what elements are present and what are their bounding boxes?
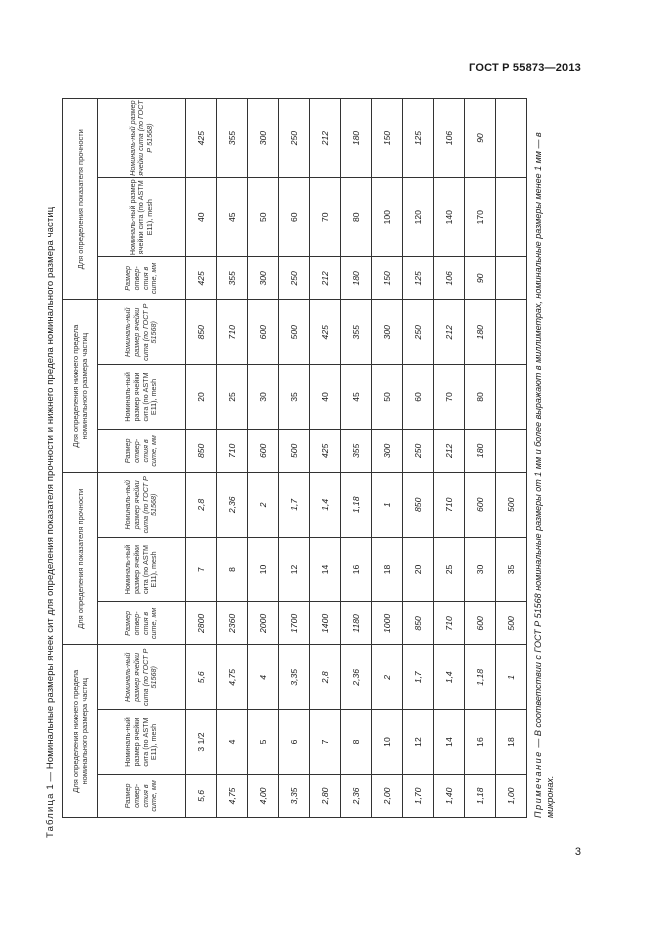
table-cell: 7 — [310, 710, 341, 775]
table-cell: 250 — [279, 99, 310, 178]
table-cell: 50 — [372, 365, 403, 430]
table-cell: 212 — [434, 300, 465, 365]
rotated-table-block — [43, 93, 585, 858]
table-cell: 20 — [403, 537, 434, 602]
table-cell: 425 — [310, 300, 341, 365]
table-cell: 70 — [434, 365, 465, 430]
col-header-astm-mesh: Номиналь-ный размер ячейки сита (по ASTM E11), mesh — [98, 537, 186, 602]
table-cell: 4 — [217, 710, 248, 775]
table-cell: 355 — [341, 429, 372, 472]
table-note-text: — В соответствии с ГОСТ Р 51568 номинальные размеры от 1 мм и более выражают в миллиметрах, номинальные размеры менее 1 мм — в микронах. — [533, 132, 555, 818]
table-cell: 30 — [465, 537, 496, 602]
table-cell: 300 — [248, 99, 279, 178]
table-cell: 1,4 — [310, 472, 341, 537]
table-cell: 355 — [341, 300, 372, 365]
table-cell: 12 — [279, 537, 310, 602]
table-cell: 250 — [403, 300, 434, 365]
table-cell: 6 — [279, 710, 310, 775]
table-cell: 850 — [186, 429, 217, 472]
table-cell: 150 — [372, 257, 403, 300]
table-cell: 35 — [496, 537, 527, 602]
group-header: Для определения показателя прочности — [63, 472, 98, 645]
table-cell: 60 — [279, 178, 310, 257]
col-header-opening-size: Размер отвер-стия в сите, мм — [98, 774, 186, 817]
table-note-prefix: Примечание — [533, 750, 543, 818]
table-cell: 3 1/2 — [186, 710, 217, 775]
table-caption — [45, 98, 56, 838]
col-header-opening-size: Размер отвер-стия в сите, мм — [98, 602, 186, 645]
table-cell: 1,40 — [434, 774, 465, 817]
table-cell: 4,75 — [217, 645, 248, 710]
table-cell: 106 — [434, 99, 465, 178]
table-cell: 2,00 — [372, 774, 403, 817]
table-cell: 80 — [341, 178, 372, 257]
table-cell: 425 — [186, 99, 217, 178]
standard-designation: ГОСТ Р 55873—2013 — [469, 62, 581, 74]
table-cell: 8 — [341, 710, 372, 775]
page-number: 3 — [574, 846, 581, 858]
table-cell: 425 — [310, 429, 341, 472]
table-cell: 45 — [341, 365, 372, 430]
table-cell: 100 — [372, 178, 403, 257]
col-header-astm-mesh: Номиналь-ный размер ячейки сита (по ASTM E11), mesh — [98, 178, 186, 257]
table-cell: 30 — [248, 365, 279, 430]
table-cell: 2,36 — [217, 472, 248, 537]
table-cell: 25 — [217, 365, 248, 430]
table-row — [310, 99, 341, 818]
table-cell: 2800 — [186, 602, 217, 645]
table-cell: 170 — [465, 178, 496, 257]
table-cell: 2000 — [248, 602, 279, 645]
table-group-header-row — [63, 99, 98, 818]
table-cell — [496, 257, 527, 300]
table-cell: 355 — [217, 99, 248, 178]
table-cell — [496, 178, 527, 257]
table-cell: 1,4 — [434, 645, 465, 710]
col-header-opening-size: Размер отвер-стия в сите, мм — [98, 429, 186, 472]
table-cell: 1,18 — [465, 774, 496, 817]
table-cell: 18 — [372, 537, 403, 602]
table-cell: 80 — [465, 365, 496, 430]
table-cell: 5,6 — [186, 774, 217, 817]
table-cell: 180 — [341, 99, 372, 178]
table-cell: 1000 — [372, 602, 403, 645]
table-cell: 500 — [496, 472, 527, 537]
col-header-gost-size: Номиналь-ный размер ячейки сита (по ГОСТ Р 51568) — [98, 645, 186, 710]
table-cell: 2,80 — [310, 774, 341, 817]
table-cell: 16 — [465, 710, 496, 775]
table-cell: 7 — [186, 537, 217, 602]
table-cell: 850 — [403, 472, 434, 537]
table-cell: 600 — [465, 602, 496, 645]
table-cell: 125 — [403, 99, 434, 178]
col-header-gost-size: Номиналь-ный размер ячейки сита (по ГОСТ Р 51568) — [98, 472, 186, 537]
col-header-opening-size: Размер отвер-стия в сите, мм — [98, 257, 186, 300]
table-cell — [496, 99, 527, 178]
table-row — [341, 99, 372, 818]
table-cell: 25 — [434, 537, 465, 602]
table-cell: 500 — [279, 429, 310, 472]
col-header-astm-mesh: Номиналь-ный размер ячейки сита (по ASTM E11), mesh — [98, 365, 186, 430]
table-cell: 2 — [372, 645, 403, 710]
table-cell: 50 — [248, 178, 279, 257]
table-cell: 4,00 — [248, 774, 279, 817]
table-cell: 150 — [372, 99, 403, 178]
table-cell: 600 — [465, 472, 496, 537]
table-cell: 10 — [248, 537, 279, 602]
table-cell: 355 — [217, 257, 248, 300]
table-cell: 2,8 — [310, 645, 341, 710]
col-header-gost-size: Номиналь-ный размер ячейки сита (по ГОСТ Р 51568) — [98, 300, 186, 365]
table-cell: 18 — [496, 710, 527, 775]
table-cell: 180 — [341, 257, 372, 300]
table-cell: 10 — [372, 710, 403, 775]
table-cell — [496, 300, 527, 365]
table-note — [532, 96, 556, 818]
table-caption-text: 1 — Номинальные размеры ячеек сит для определения показателя прочности и нижнего предела номинального размера частиц — [45, 206, 56, 793]
table-cell: 1,00 — [496, 774, 527, 817]
table-cell — [496, 429, 527, 472]
table-cell: 212 — [310, 99, 341, 178]
table-cell: 45 — [217, 178, 248, 257]
table-cell: 1180 — [341, 602, 372, 645]
table-cell: 40 — [310, 365, 341, 430]
table-cell: 180 — [465, 300, 496, 365]
table-cell: 1,7 — [403, 645, 434, 710]
table-column-header-row — [98, 99, 186, 818]
table-cell: 90 — [465, 257, 496, 300]
table-cell: 2,8 — [186, 472, 217, 537]
table-cell: 4,75 — [217, 774, 248, 817]
table-cell: 60 — [403, 365, 434, 430]
table-cell: 250 — [279, 257, 310, 300]
table-cell: 300 — [248, 257, 279, 300]
group-header: Для определения нижнего предела номинального размера частиц — [63, 645, 98, 818]
table-row — [186, 99, 217, 818]
table-cell: 1 — [496, 645, 527, 710]
table-cell: 125 — [403, 257, 434, 300]
table-cell: 5,6 — [186, 645, 217, 710]
table-cell: 600 — [248, 429, 279, 472]
sieve-table — [62, 98, 527, 818]
table-cell: 40 — [186, 178, 217, 257]
table-cell: 250 — [403, 429, 434, 472]
table-cell: 1,70 — [403, 774, 434, 817]
table-cell: 2360 — [217, 602, 248, 645]
table-cell: 850 — [186, 300, 217, 365]
table-cell: 70 — [310, 178, 341, 257]
table-cell: 500 — [496, 602, 527, 645]
group-header: Для определения показателя прочности — [63, 99, 98, 300]
table-row — [248, 99, 279, 818]
table-cell: 850 — [403, 602, 434, 645]
table-cell: 300 — [372, 300, 403, 365]
table-row — [465, 99, 496, 818]
table-cell: 140 — [434, 178, 465, 257]
table-cell: 5 — [248, 710, 279, 775]
table-row — [496, 99, 527, 818]
table-cell: 3,35 — [279, 774, 310, 817]
table-cell: 12 — [403, 710, 434, 775]
table-cell: 1,18 — [465, 645, 496, 710]
table-cell: 300 — [372, 429, 403, 472]
table-cell: 4 — [248, 645, 279, 710]
table-cell: 180 — [465, 429, 496, 472]
table-cell: 90 — [465, 99, 496, 178]
table-cell: 710 — [217, 429, 248, 472]
table-cell: 710 — [434, 472, 465, 537]
table-cell — [496, 365, 527, 430]
table-cell: 2,36 — [341, 645, 372, 710]
table-cell: 14 — [310, 537, 341, 602]
table-cell: 120 — [403, 178, 434, 257]
table-row — [434, 99, 465, 818]
table-cell: 106 — [434, 257, 465, 300]
table-cell: 3,35 — [279, 645, 310, 710]
table-cell: 1,7 — [279, 472, 310, 537]
table-row — [372, 99, 403, 818]
table-cell: 710 — [217, 300, 248, 365]
group-header: Для определения нижнего предела номинального размера частиц — [63, 300, 98, 473]
table-cell: 212 — [434, 429, 465, 472]
table-row — [279, 99, 310, 818]
table-cell: 425 — [186, 257, 217, 300]
table-cell: 1,18 — [341, 472, 372, 537]
table-cell: 212 — [310, 257, 341, 300]
table-cell: 20 — [186, 365, 217, 430]
table-cell: 2,36 — [341, 774, 372, 817]
table-cell: 710 — [434, 602, 465, 645]
table-cell: 600 — [248, 300, 279, 365]
table-caption-prefix: Таблица — [45, 792, 56, 838]
table-cell: 16 — [341, 537, 372, 602]
table-cell: 1 — [372, 472, 403, 537]
table-cell: 2 — [248, 472, 279, 537]
col-header-gost-size: Номиналь-ный размер ячейки сита (по ГОСТ Р 51568) — [98, 99, 186, 178]
table-cell: 8 — [217, 537, 248, 602]
table-cell: 1700 — [279, 602, 310, 645]
table-cell: 1400 — [310, 602, 341, 645]
table-cell: 14 — [434, 710, 465, 775]
table-cell: 500 — [279, 300, 310, 365]
col-header-astm-mesh: Номиналь-ный размер ячейки сита (по ASTM E11), mesh — [98, 710, 186, 775]
table-cell: 35 — [279, 365, 310, 430]
table-row — [403, 99, 434, 818]
table-row — [217, 99, 248, 818]
table-body — [186, 99, 527, 818]
